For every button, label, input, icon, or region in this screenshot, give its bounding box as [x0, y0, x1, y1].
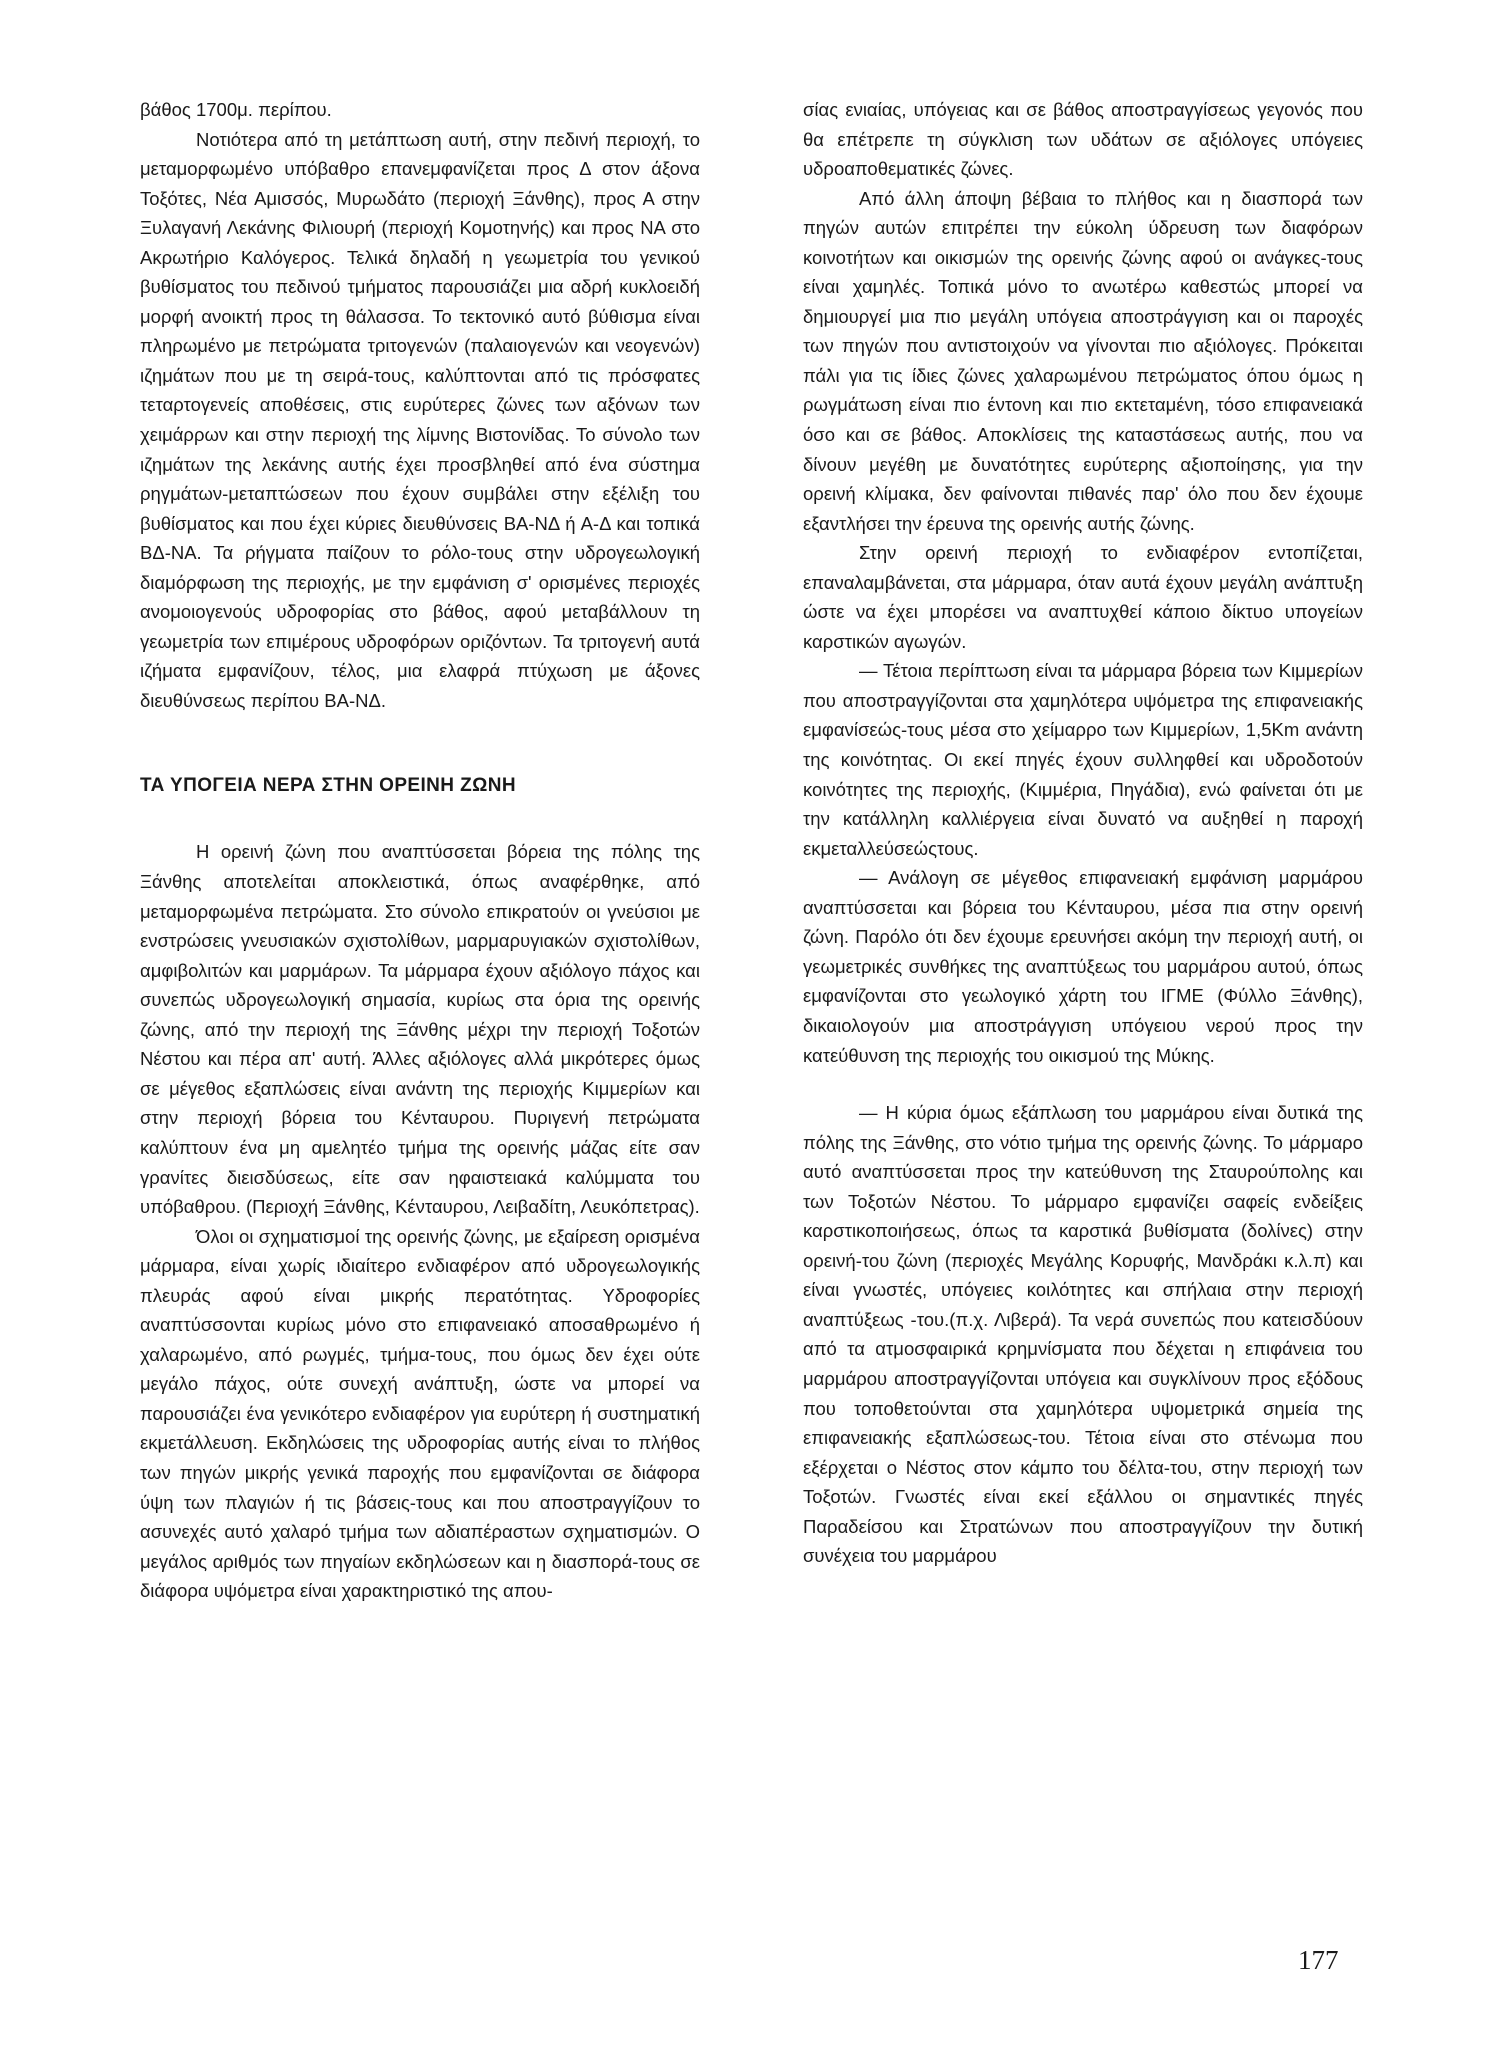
left-column — [140, 95, 700, 1606]
paragraph: — Ανάλογη σε μέγεθος επιφανειακή εμφάνιση μαρμάρου αναπτύσσεται και βόρεια του Κένταυρου, μέσα πια στην ορεινή ζώνη. Παρόλο ότι δεν έχουμε ερευνήσει ακόμη την περιοχή αυτή, οι γεωμετρικές συνθήκες της αναπτύξεως του μαρμάρου αυτού, όπως εμφανίζονται στο γεωλογικό χάρτη του ΙΓΜΕ (Φύλλο Ξάνθης), δικαιολογούν μια αποστράγγιση υπόγειου νερού προς την κατεύθυνση της περιοχής του οικισμού της Μύκης. — [803, 867, 1363, 1066]
paragraph: Από άλλη άποψη βέβαια το πλήθος και η διασπορά των πηγών αυτών επιτρέπει την εύκολη ύδρευση των διαφόρων κοινοτήτων και οικισμών της ορεινής ζώνης αφού οι ανάγκες-τους είναι χαμηλές. Τοπικά μόνο το ανωτέρω καθεστώς μπορεί να δημιουργεί μια πιο μεγάλη υπόγεια αποστράγγιση και οι παροχές των πηγών που αντιστοιχούν να γίνονται πιο αξιόλογες. Πρόκειται πάλι για τις ίδιες ζώνες χαλαρωμένου πετρώματος όπου όμως η ρωγμάτωση είναι πιο έντονη και πιο εκτεταμένη, τόσο επιφανειακά όσο και σε βάθος. Αποκλίσεις της καταστάσεως αυτής, που να δίνουν μεγέθη με δυνατότητες ευρύτερης αξιοποίησης, για την ορεινή κλίμακα, δεν φαίνονται πιθανές παρ' όλο που δεν έχουμε εξαντλήσει την έρευνα της ορεινής αυτής ζώνης. — [803, 187, 1363, 534]
right-column — [803, 95, 1363, 1571]
paragraph: Όλοι οι σχηματισμοί της ορεινής ζώνης, με εξαίρεση ορισμένα μάρμαρα, είναι χωρίς ιδιαίτερο ενδιαφέρον από υδρογεωλογικής πλευράς αφού είναι μικρής περατότητας. Υδροφορίες αναπτύσσονται κυρίως μόνο στο επιφανειακό αποσαθρωμένο ή χαλαρωμένο, από ρωγμές, τμήμα-τους, που όμως δεν έχει ούτε μεγάλο πάχος, ούτε συνεχή ανάπτυξη, ώστε να μπορεί να παρουσιάζει ένα γενικότερο ενδιαφέρον για ευρύτερη ή συστηματική εκμετάλλευση. Εκδηλώσεις της υδροφορίας αυτής είναι το πλήθος των πηγών μικρής γενικά παροχής που εμφανίζονται σε διάφορα ύψη των πλαγιών ή τις βάσεις-τους και που αποστραγγίζουν το ασυνεχές αυτό χαλαρό τμήμα των αδιαπέραστων σχηματισμών. Ο μεγάλος αριθμός των πηγαίων εκδηλώσεων και η διασπορά-τους σε διάφορα υψόμετρα είναι χαρακτηριστικό της απου- — [140, 1225, 700, 1602]
paragraph: Νοτιότερα από τη μετάπτωση αυτή, στην πεδινή περιοχή, το μεταμορφωμένο υπόβαθρο επανεμφανίζεται προς Δ στον άξονα Τοξότες, Νέα Αμισσός, Μυρωδάτο (περιοχή Ξάνθης), προς Α στην Ξυλαγανή Λεκάνης Φιλιουρή (περιοχή Κομοτηνής) και προς ΝΑ στο Ακρωτήριο Καλόγερος. Τελικά δηλαδή η γεωμετρία του γενικού βυθίσματος του πεδινού τμήματος παρουσιάζει μια αδρή κυκλοειδή μορφή ανοικτή προς τη θάλασσα. Το τεκτονικό αυτό βύθισμα είναι πληρωμένο με πετρώματα τριτογενών (παλαιογενών και νεογενών) ιζημάτων που με τη σειρά-τους, καλύπτονται από τις πρόσφατες τεταρτογενείς αποθέσεις, στις ευρύτερες ζώνες των αξόνων των χειμάρρων και στην περιοχή της λίμνης Βιστονίδας. Το σύνολο των ιζημάτων της λεκάνης αυτής έχει προσβληθεί από ένα σύστημα ρηγμάτων-μεταπτώσεων που έχουν συμβάλει στην εξέλιξη του βυθίσματος και που έχει κύριες διευθύνσεις ΒΑ-ΝΔ ή Α-Δ και τοπικά ΒΔ-ΝΑ. Τα ρήγματα παίζουν το ρόλο-τους στην υδρογεωλογική διαμόρφωση της περιοχής, με την εμφάνιση σ' ορισμένες περιοχές ανομοιογενούς υδροφορίας στο βάθος, αφού μεταβάλλουν τη γεωμετρία των επιμέρους υδροφόρων οριζόντων. Τα τριτογενή αυτά ιζήματα εμφανίζουν, τέλος, μια ελαφρά πτύχωση με άξονες διευθύνσεως περίπου ΒΑ-ΝΔ. — [140, 128, 700, 711]
paragraph: — Η κύρια όμως εξάπλωση του μαρμάρου είναι δυτικά της πόλης της Ξάνθης, στο νότιο τμήμα της ορεινής ζώνης. Το μάρμαρο αυτό αναπτύσσεται προς την κατεύθυνση της Σταυρούπολης και των Τοξοτών Νέστου. Το μάρμαρο εμφανίζει σαφείς ενδείξεις καρστικοποιήσεως, όπως τα καρστικά βυθίσματα (δολίνες) στην ορεινή-του ζώνη (περιοχές Μεγάλης Κορυφής, Μανδράκι κ.λ.π) και είναι γνωστές, υπόγειες κοιλότητες και σπήλαια στην περιοχή αναπτύξεως -του.(π.χ. Λιβερά). Τα νερά συνεπώς που κατεισδύουν από τα ατμοσφαιρικά κρημνίσματα που δέχεται η επιφάνεια του μαρμάρου αποστραγγίζονται υπόγεια και συγκλίνουν προς εξόδους που τοποθετούνται στα χαμηλότερα υψομετρικά σημεία της επιφανειακής εξαπλώσεως-του. Τέτοια είναι στο στένωμα που εξέρχεται ο Νέστος στον κάμπο του δέλτα-του, στην περιοχή των Τοξοτών. Γνωστές είναι εκεί εξάλλου οι σημαντικές πηγές Παραδείσου και Στρατώνων που αποστραγγίζουν την δυτική συνέχεια του μαρμάρου — [803, 1102, 1363, 1567]
paragraph: Στην ορεινή περιοχή το ενδιαφέρον εντοπίζεται, επαναλαμβάνεται, στα μάρμαρα, όταν αυτά έχουν μεγάλη ανάπτυξη ώστε να έχει μπορέσει να αναπτυχθεί κάποιο δίκτυο υπογείων καρστικών αγωγών. — [803, 542, 1363, 652]
paragraph: Η ορεινή ζώνη που αναπτύσσεται βόρεια της πόλης της Ξάνθης αποτελείται αποκλειστικά, όπως αναφέρθηκε, από μεταμορφωμένα πετρώματα. Στο σύνολο επικρατούν οι γνεύσιοι με ενστρώσεις γνευσιακών σχιστολίθων, μαρμαρυγιακών σχιστολίθων, αμφιβολιτών και μαρμάρων. Τα μάρμαρα έχουν αξιόλογο πάχος και συνεπώς υδρογεωλογική σημασία, κυρίως στα όρια της ορεινής ζώνης, από την περιοχή της Ξάνθης μέχρι την περιοχή Τοξοτών Νέστου και πέρα απ' αυτή. Άλλες αξιόλογες αλλά μικρότερες όμως σε μέγεθος εξαπλώσεις είναι ανάντη της περιοχής Κιμμερίων και στην περιοχή βόρεια του Κένταυρου. Πυριγενή πετρώματα καλύπτουν ένα μη αμελητέο τμήμα της ορεινής μάζας είτε σαν γρανίτες διεισδύσεως, είτε σαν ηφαιστειακά καλύμματα του υπόβαθρου. (Περιοχή Ξάνθης, Κένταυρου, Λειβαδίτη, Λευκόπετρας). — [140, 841, 700, 1218]
section-heading: ΤΑ ΥΠΟΓΕΙΑ ΝΕΡΑ ΣΤΗΝ ΟΡΕΙΝΗ ΖΩΝΗ — [140, 775, 516, 797]
page-number: 177 — [1298, 1945, 1339, 1975]
paragraph: — Τέτοια περίπτωση είναι τα μάρμαρα βόρεια των Κιμμερίων που αποστραγγίζονται στα χαμηλότερα υψόμετρα της επιφανειακής εμφανίσεώς-τους μέσα στο χείμαρρο των Κιμμερίων, 1,5Km ανάντη της κοινότητας. Οι εκεί πηγές έχουν συλληφθεί και υδροδοτούν κοινότητες της περιοχής, (Κιμμέρια, Πηγάδια), ενώ φαίνεται ότι με την κατάλληλη καλλιέργεια είναι δυνατό να αυξηθεί η παροχή εκμεταλλεύσεώςτους. — [803, 660, 1363, 859]
paragraph: σίας ενιαίας, υπόγειας και σε βάθος αποστραγγίσεως γεγονός που θα επέτρεπε τη σύγκλιση των υδάτων σε αξιόλογες υπόγειες υδροαποθεματικές ζώνες. — [803, 99, 1363, 180]
paragraph: βάθος 1700μ. περίπου. — [140, 99, 332, 120]
